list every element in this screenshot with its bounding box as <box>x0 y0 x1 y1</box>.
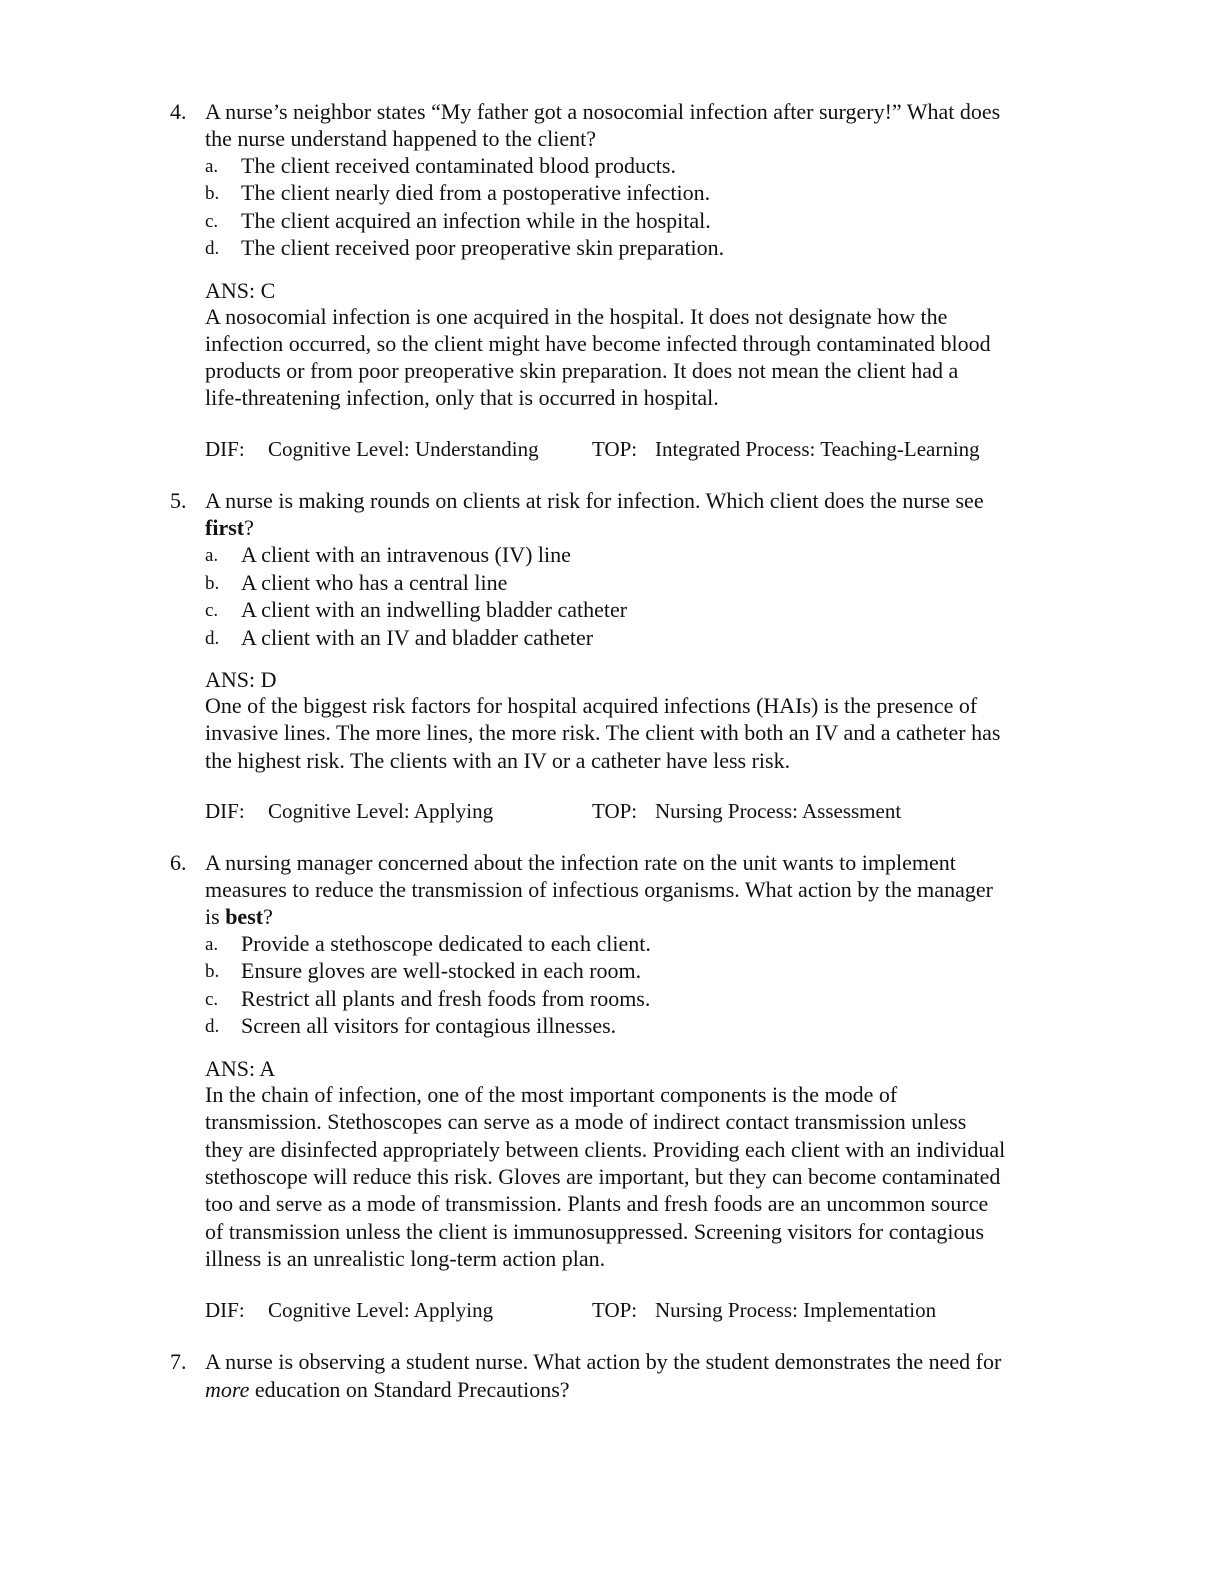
stem-tail: ? <box>244 515 254 540</box>
question-number: 7. <box>170 1349 187 1374</box>
rationale-line: of transmission unless the client is immunosuppressed. Screening visitors for contagious <box>205 1219 985 1244</box>
option-text: Restrict all plants and fresh foods from rooms. <box>241 986 651 1011</box>
option-text: Ensure gloves are well-stocked in each room. <box>241 958 642 983</box>
option-text: Screen all visitors for contagious illnesses. <box>241 1013 617 1038</box>
rationale-line: they are disinfected appropriately between clients. Providing each client with an individual <box>205 1137 1006 1162</box>
topic-value: Integrated Process: Teaching-Learning <box>655 437 980 461</box>
option-text: A client with an indwelling bladder catheter <box>241 597 628 622</box>
option-text: A client who has a central line <box>241 570 508 595</box>
option-letter: c. <box>205 211 219 232</box>
difficulty-label: DIF: <box>205 437 245 461</box>
question-stem-line: measures to reduce the transmission of infectious organisms. What action by the manager <box>205 877 993 902</box>
question-stem-line: A nursing manager concerned about the infection rate on the unit wants to implement <box>205 850 956 875</box>
stem-prefix: is <box>205 904 226 929</box>
topic-value: Nursing Process: Assessment <box>655 799 902 823</box>
option-letter: d. <box>205 1016 220 1037</box>
option-letter: d. <box>205 628 220 649</box>
option-letter: a. <box>205 545 219 566</box>
option-letter: b. <box>205 961 220 982</box>
topic-label: TOP: <box>592 1298 638 1322</box>
option-letter: d. <box>205 238 220 259</box>
rationale-line: In the chain of infection, one of the most important components is the mode of <box>205 1082 898 1107</box>
option-letter: c. <box>205 600 219 621</box>
stem-tail: ? <box>263 904 273 929</box>
difficulty-value: Cognitive Level: Applying <box>268 799 494 823</box>
option-text: The client nearly died from a postoperative infection. <box>241 180 711 205</box>
answer-key: ANS: D <box>205 667 277 692</box>
rationale-line: illness is an unrealistic long-term action plan. <box>205 1246 606 1271</box>
rationale-line: life-threatening infection, only that is occurred in hospital. <box>205 385 719 410</box>
topic-value: Nursing Process: Implementation <box>655 1298 937 1322</box>
question-stem-line <box>205 514 254 541</box>
rationale-line: One of the biggest risk factors for hospital acquired infections (HAIs) is the presence of <box>205 693 978 718</box>
rationale-line: transmission. Stethoscopes can serve as a mode of indirect contact transmission unless <box>205 1109 967 1134</box>
question-stem-line: A nurse is making rounds on clients at risk for infection. Which client does the nurse see <box>205 488 984 513</box>
rationale-line: invasive lines. The more lines, the more risk. The client with both an IV and a catheter has <box>205 720 1001 745</box>
question-stem-line: the nurse understand happened to the client? <box>205 126 596 151</box>
stem-tail: education on Standard Precautions? <box>249 1377 570 1402</box>
emphasis-text: more <box>205 1377 250 1402</box>
option-letter: b. <box>205 573 220 594</box>
question-stem-line: A nurse’s neighbor states “My father got a nosocomial infection after surgery!” What does <box>205 99 1001 124</box>
rationale-line: stethoscope will reduce this risk. Gloves are important, but they can become contaminated <box>205 1164 1001 1189</box>
question-stem-line: A nurse is observing a student nurse. What action by the student demonstrates the need for <box>205 1349 1002 1374</box>
rationale-line: infection occurred, so the client might have become infected through contaminated blood <box>205 331 991 356</box>
difficulty-value: Cognitive Level: Applying <box>268 1298 494 1322</box>
answer-key: ANS: A <box>205 1056 276 1081</box>
question-stem-line <box>205 1376 570 1403</box>
option-letter: c. <box>205 989 219 1010</box>
emphasis-text: best <box>225 904 264 929</box>
option-text: The client acquired an infection while in the hospital. <box>241 208 711 233</box>
question-number: 4. <box>170 99 187 124</box>
difficulty-value: Cognitive Level: Understanding <box>268 437 539 461</box>
rationale-line: A nosocomial infection is one acquired in the hospital. It does not designate how the <box>205 304 948 329</box>
option-text: A client with an intravenous (IV) line <box>241 542 571 567</box>
question-stem-line <box>205 903 273 930</box>
option-text: The client received contaminated blood products. <box>241 153 676 178</box>
rationale-line: products or from poor preoperative skin preparation. It does not mean the client had a <box>205 358 959 383</box>
option-text: The client received poor preoperative skin preparation. <box>241 235 725 260</box>
rationale-line: too and serve as a mode of transmission. Plants and fresh foods are an uncommon source <box>205 1191 989 1216</box>
difficulty-label: DIF: <box>205 1298 245 1322</box>
option-text: Provide a stethoscope dedicated to each client. <box>241 931 651 956</box>
topic-label: TOP: <box>592 437 638 461</box>
rationale-line: the highest risk. The clients with an IV or a catheter have less risk. <box>205 748 791 773</box>
emphasis-text: first <box>205 515 245 540</box>
option-letter: a. <box>205 156 219 177</box>
question-number: 5. <box>170 488 187 513</box>
question-number: 6. <box>170 850 187 875</box>
difficulty-label: DIF: <box>205 799 245 823</box>
option-letter: a. <box>205 934 219 955</box>
answer-key: ANS: C <box>205 278 276 303</box>
topic-label: TOP: <box>592 799 638 823</box>
option-text: A client with an IV and bladder catheter <box>241 625 594 650</box>
option-letter: b. <box>205 183 220 204</box>
